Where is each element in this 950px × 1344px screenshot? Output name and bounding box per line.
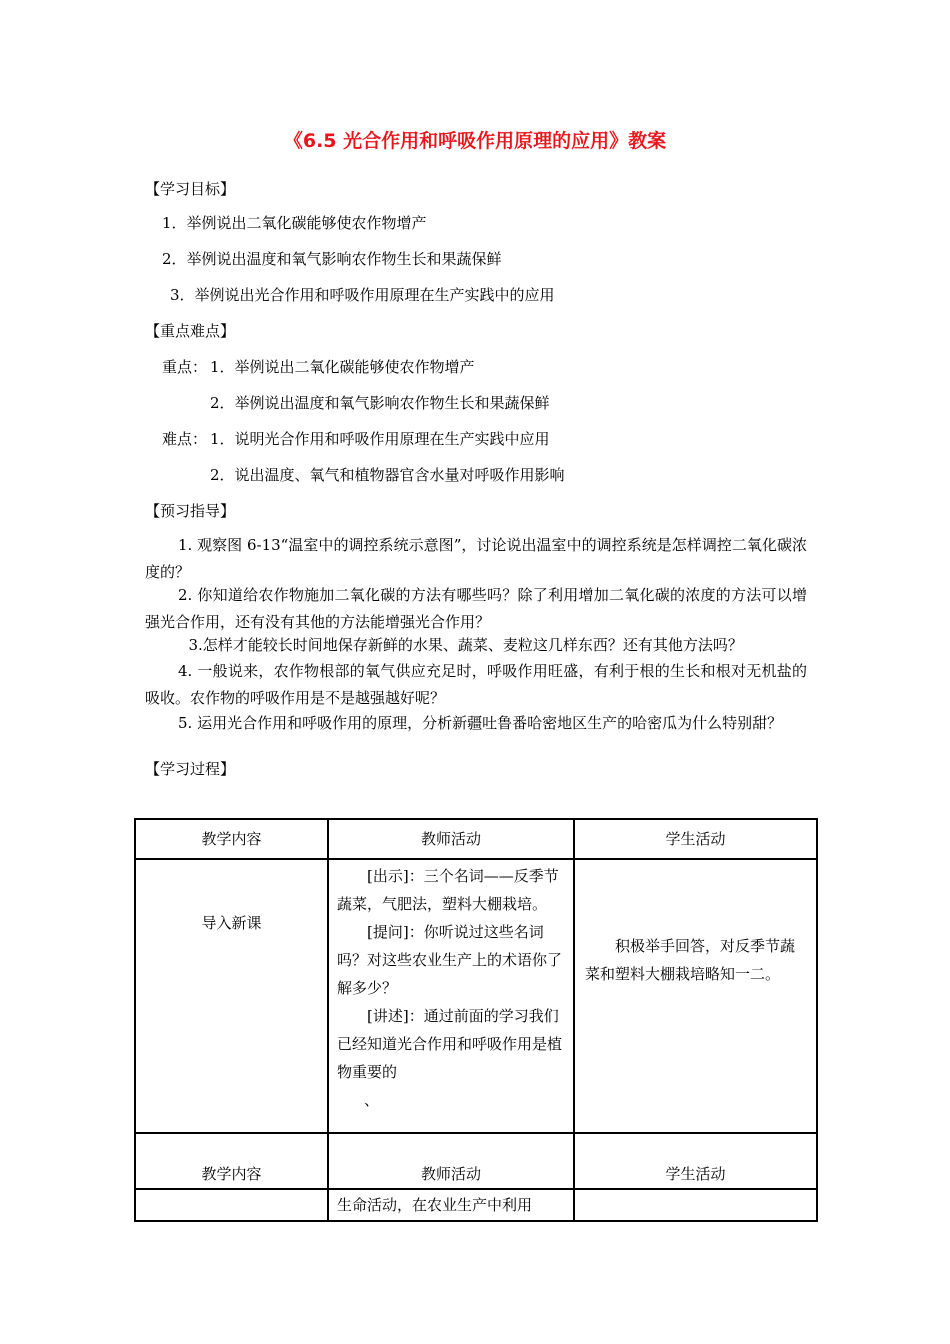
objectives-heading: 【学习目标】 xyxy=(145,180,236,198)
repeat-header-teacher: 教师活动 xyxy=(328,1133,574,1189)
focus-item-2: 2．举例说出温度和氧气影响农作物生长和果蔬保鲜 xyxy=(210,394,550,412)
table-header-row xyxy=(135,819,817,859)
preview-heading: 【预习指导】 xyxy=(145,502,236,520)
student-text: 积极举手回答，对反季节蔬菜和塑料大棚栽培略知一二。 xyxy=(585,937,796,983)
lesson-table xyxy=(134,818,818,1222)
teacher-show: [出示]：三个名词——反季节蔬菜，气肥法，塑料大棚栽培。 xyxy=(337,867,559,913)
table-repeat-header-row xyxy=(135,1133,817,1189)
column-header-teacher: 教师活动 xyxy=(328,819,574,859)
content-cell-2 xyxy=(135,1189,328,1221)
teacher-ask: [提问]：你听说过这些名词吗？对这些农业生产上的术语你了解多少？ xyxy=(337,923,563,997)
student-cell-2 xyxy=(574,1189,817,1221)
content-text: 导入新课 xyxy=(201,914,262,932)
column-header-content: 教学内容 xyxy=(135,819,328,859)
page-title: 《6.5 光合作用和呼吸作用原理的应用》教案 xyxy=(283,130,667,152)
teacher-mark: 、 xyxy=(364,1091,380,1109)
column-header-student: 学生活动 xyxy=(574,819,817,859)
process-heading: 【学习过程】 xyxy=(145,760,236,778)
objective-item-1: 1．举例说出二氧化碳能够使农作物增产 xyxy=(162,214,427,232)
content-cell xyxy=(135,859,328,1133)
keypoints-heading: 【重点难点】 xyxy=(145,322,236,340)
teacher-explain: [讲述]：通过前面的学习我们已经知道光合作用和呼吸作用是植物重要的 xyxy=(337,1007,563,1081)
difficulty-label: 难点： xyxy=(162,430,208,448)
preview-item-1: 1. 观察图 6-13“温室中的调控系统示意图”，讨论说出温室中的调控系统是怎样调控二氧化碳浓度的？ xyxy=(145,536,807,581)
difficulty-item-1: 1．说明光合作用和呼吸作用原理在生产实践中应用 xyxy=(210,430,550,448)
repeat-header-student: 学生活动 xyxy=(574,1133,817,1189)
preview-item-2: 2. 你知道给农作物施加二氧化碳的方法有哪些吗？除了利用增加二氧化碳的浓度的方法可以增强光合作用，还有没有其他的方法能增强光合作用？ xyxy=(145,586,807,631)
preview-item-5: 5. 运用光合作用和呼吸作用的原理，分析新疆吐鲁番哈密地区生产的哈密瓜为什么特别甜？ xyxy=(178,714,783,732)
focus-item-1: 1．举例说出二氧化碳能够使农作物增产 xyxy=(210,358,475,376)
objective-item-3: 3．举例说出光合作用和呼吸作用原理在生产实践中的应用 xyxy=(170,286,555,304)
table-row xyxy=(135,1189,817,1221)
student-cell xyxy=(574,859,817,1133)
preview-item-4: 4. 一般说来，农作物根部的氧气供应充足时，呼吸作用旺盛，有利于根的生长和根对无机盐的吸收。农作物的呼吸作用是不是越强越好呢？ xyxy=(145,662,807,707)
difficulty-item-2: 2．说出温度、氧气和植物器官含水量对呼吸作用影响 xyxy=(210,466,565,484)
objective-item-2: 2．举例说出温度和氧气影响农作物生长和果蔬保鲜 xyxy=(162,250,502,268)
focus-label: 重点： xyxy=(162,358,208,376)
teacher-continue: 生命活动，在农业生产中利用 xyxy=(337,1196,533,1214)
teacher-cell-2 xyxy=(328,1189,574,1221)
teacher-cell xyxy=(328,859,574,1133)
table-row xyxy=(135,859,817,1133)
preview-item-3: 3.怎样才能较长时间地保存新鲜的水果、蔬菜、麦粒这几样东西？还有其他方法吗？ xyxy=(188,636,743,654)
repeat-header-content: 教学内容 xyxy=(135,1133,328,1189)
